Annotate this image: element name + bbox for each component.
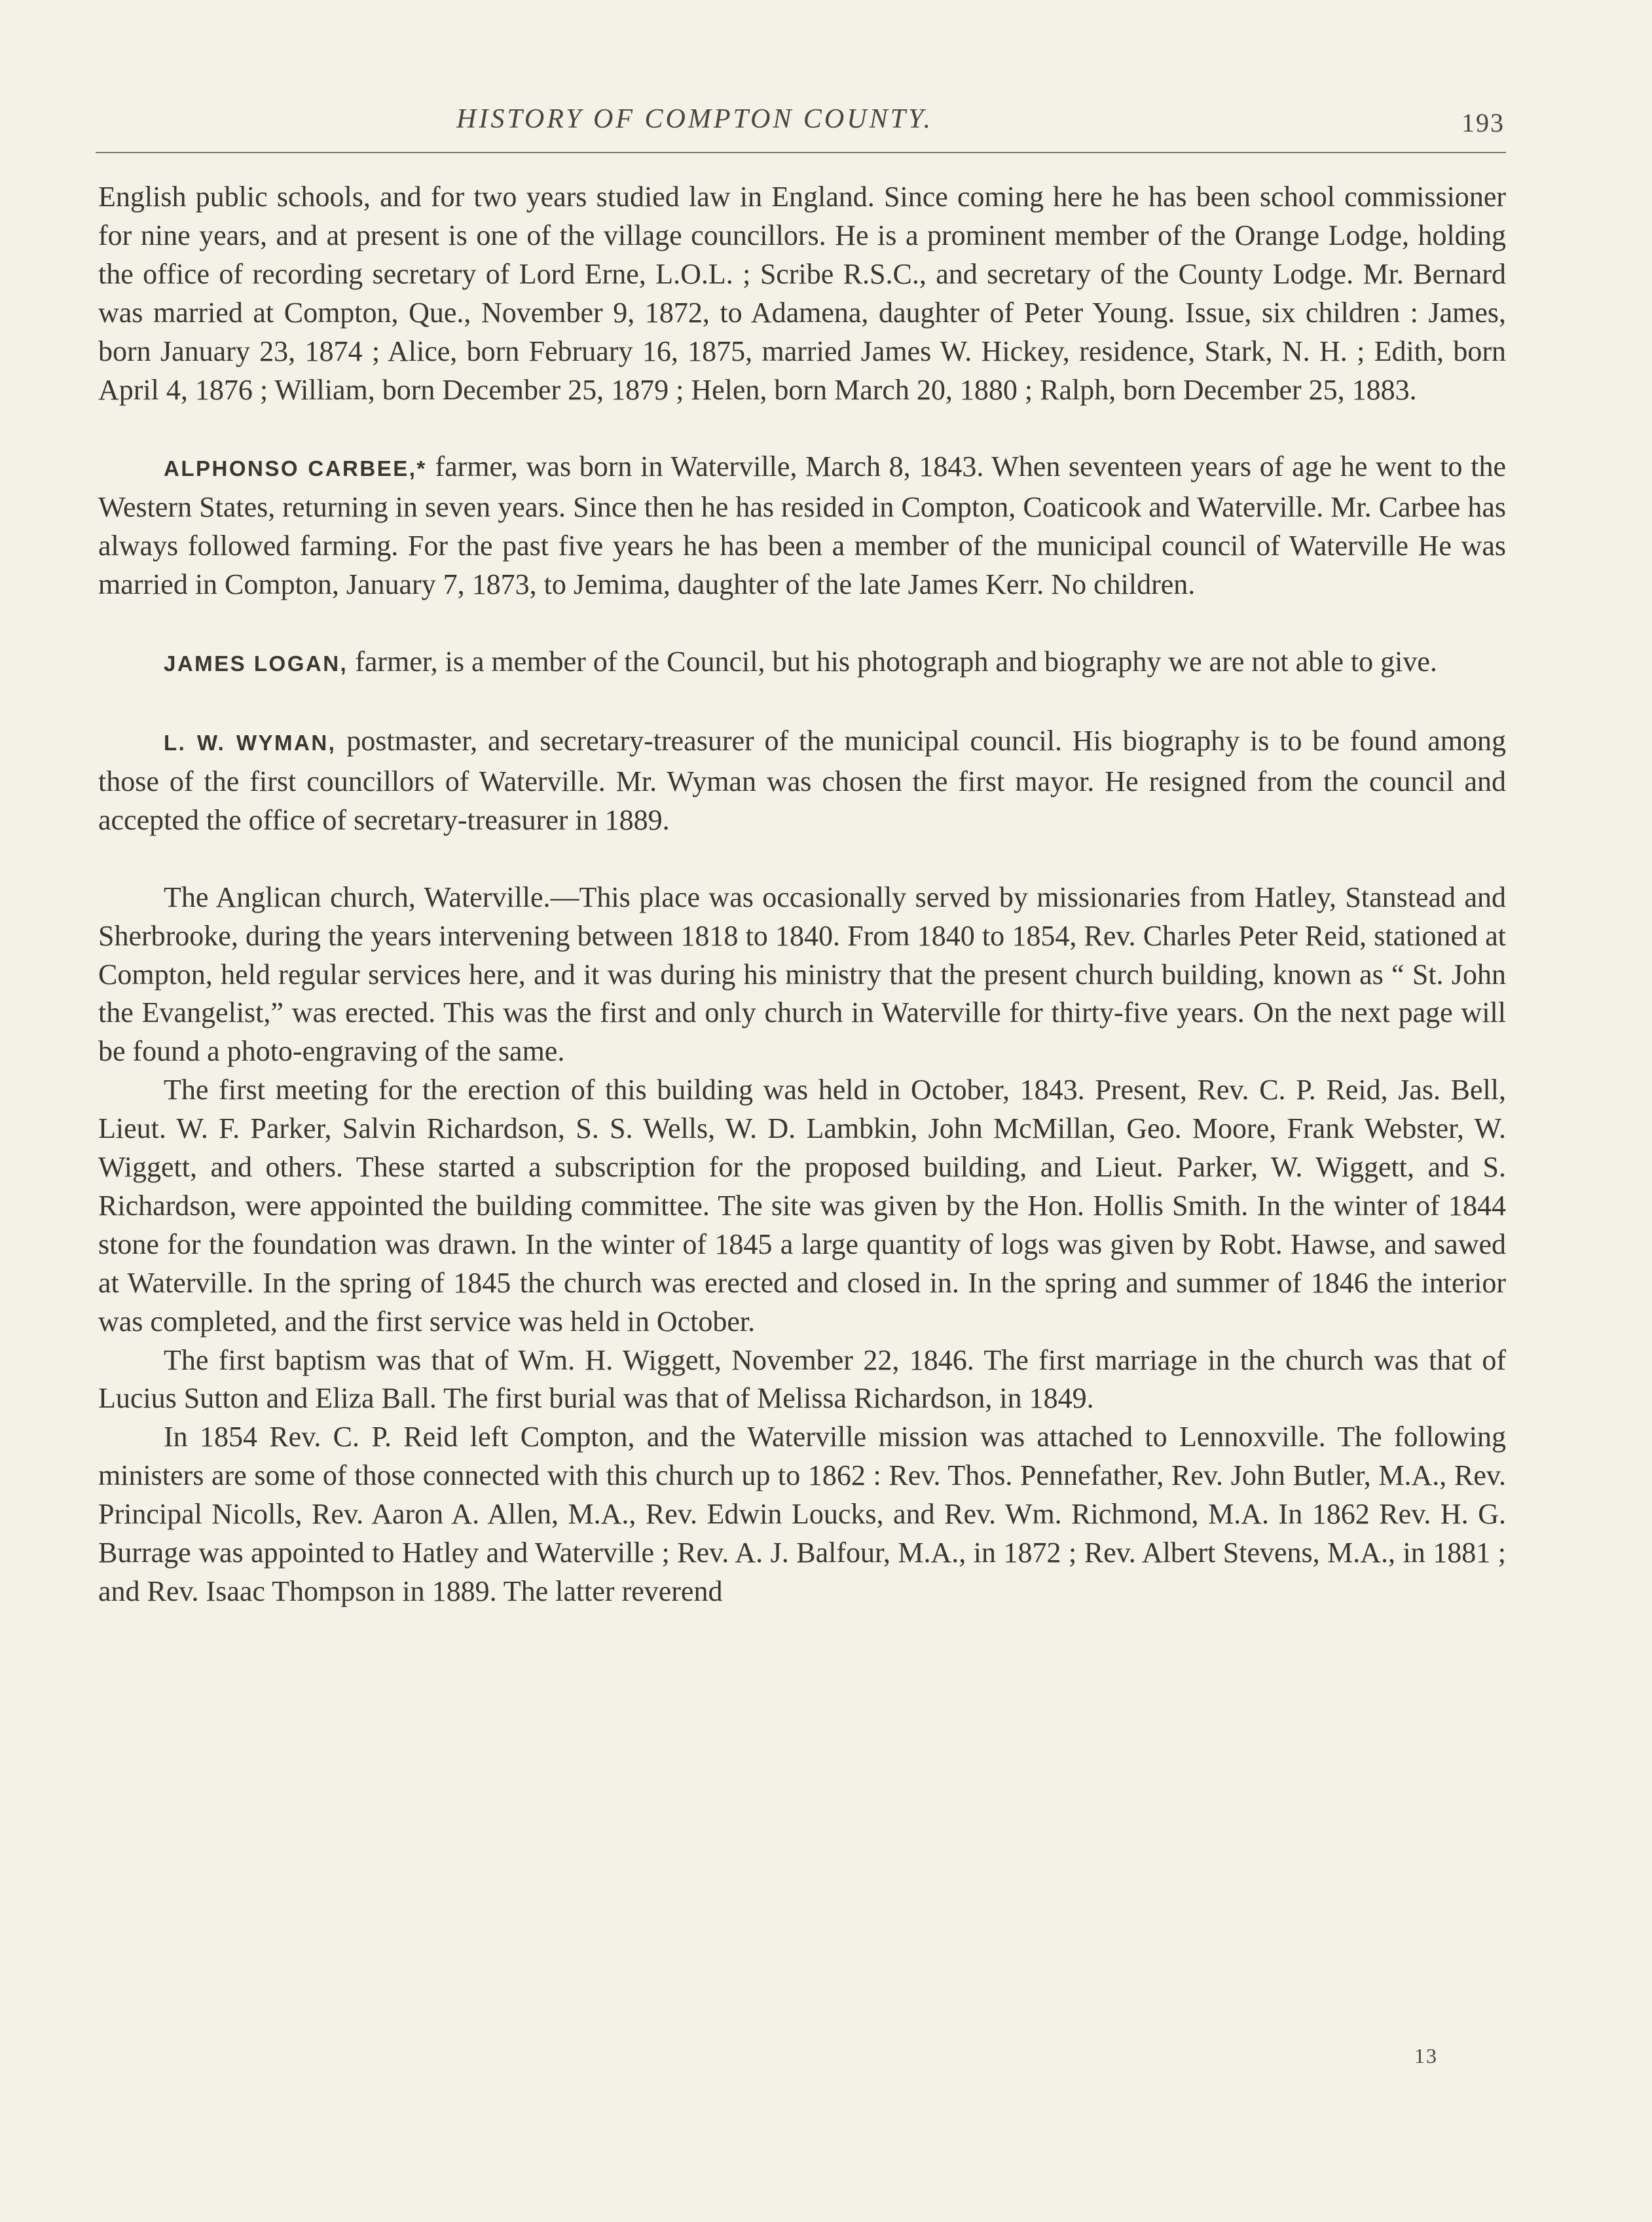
paragraph-text: farmer, is a member of the Council, but his photograph and biography we are not able to give.: [348, 646, 1437, 678]
paragraph-text: The Anglican church, Waterville.—This place was occasionally served by missionaries from Hatley, Stanstead and Sherbrooke, during the years intervening between 1818 to 1840. From 1840 to 1854, Rev. Charles Peter Reid, stationed at Compton, held regular services here, and it was during his ministry that the present church building, known as “ St. John the Evangelist,” was erected. This was the first and only church in Waterville for thirty-five years. On the next page will be found a photo-engraving of the same.: [98, 881, 1506, 1068]
paragraph-anglican-church: [98, 879, 1506, 1072]
paragraph-text: English public schools, and for two years studied law in England. Since coming here he has been school commissioner for nine years, and at present is one of the village councillors. He is a prominent member of the Orange Lodge, holding the office of recording secretary of Lord Erne, L.O.L. ; Scribe R.S.C., and secretary of the County Lodge. Mr. Bernard was married at Compton, Que., November 9, 1872, to Adamena, daughter of Peter Young. Issue, six children : James, born January 23, 1874 ; Alice, born February 16, 1875, married James W. Hickey, residence, Stark, N. H. ; Edith, born April 4, 1876 ; William, born December 25, 1879 ; Helen, born March 20, 1880 ; Ralph, born December 25, 1883.: [98, 181, 1506, 406]
biography-name: L. W. WYMAN,: [164, 730, 337, 755]
header-rule: [96, 152, 1506, 153]
paragraph-ministers: [98, 1418, 1506, 1611]
running-head: [96, 98, 1506, 151]
biography-name: JAMES LOGAN,: [164, 651, 348, 676]
signature-mark: 13: [1414, 2044, 1438, 2067]
paragraph-text: In 1854 Rev. C. P. Reid left Compton, and the Waterville mission was attached to Lennoxville. The following ministers are some of those connected with this church up to 1862 : Rev. Thos. Pennefather, Rev. John Butler, M.A., Rev. Principal Nicolls, Rev. Aaron A. Allen, M.A., Rev. Edwin Loucks, and Rev. Wm. Richmond, M.A. In 1862 Rev. H. G. Burrage was appointed to Hatley and Waterville ; Rev. A. J. Balfour, M.A., in 1872 ; Rev. Albert Stevens, M.A., in 1881 ; and Rev. Isaac Thompson in 1889. The latter reverend: [98, 1421, 1506, 1607]
paragraph-text: The first meeting for the erection of this building was held in October, 1843. Present, Rev. C. P. Reid, Jas. Bell, Lieut. W. F. Parker, Salvin Richardson, S. S. Wells, W. D. Lambkin, John McMillan, Geo. Moore, Frank Webster, W. Wiggett, and others. These started a subscription for the proposed building, and Lieut. Parker, W. Wiggett, and S. Richardson, were appointed the building committee. The site was given by the Hon. Hollis Smith. In the winter of 1844 stone for the foundation was drawn. In the winter of 1845 a large quantity of logs was given by Robt. Hawse, and sawed at Waterville. In the spring of 1845 the church was erected and closed in. In the spring and summer of 1846 the interior was completed, and the first service was held in October.: [98, 1074, 1506, 1338]
body-text: [98, 178, 1506, 1611]
paragraph-text: farmer, was born in Waterville, March 8, 1843. When seventeen years of age he went to the Western States, returning in seven years. Since then he has resided in Compton, Coaticook and Waterville. Mr. Carbee has always followed farming. For the past five years he has been a member of the municipal council of Waterville He was married in Compton, January 7, 1873, to Jemima, daughter of the late James Kerr. No children.: [98, 450, 1506, 601]
paragraph-carbee: [98, 448, 1506, 604]
page-number: 193: [1461, 108, 1505, 137]
paragraph-text: postmaster, and secretary-treasurer of the municipal council. His biography is to be found among those of the first councillors of Waterville. Mr. Wyman was chosen the first mayor. He resigned from the council and accepted the office of secretary-treasurer in 1889.: [98, 724, 1506, 836]
paragraph-text: The first baptism was that of Wm. H. Wiggett, November 22, 1846. The first marriage in the church was that of Lucius Sutton and Eliza Ball. The first burial was that of Melissa Richardson, in 1849.: [98, 1343, 1506, 1415]
running-title: HISTORY OF COMPTON COUNTY.: [456, 104, 933, 134]
paragraph-first-meeting: [98, 1071, 1506, 1341]
paragraph-first-baptism: [98, 1341, 1506, 1419]
paragraph-wyman: [98, 722, 1506, 840]
biography-name: ALPHONSO CARBEE,*: [164, 456, 427, 481]
paragraph-bernard-continued: [98, 178, 1506, 409]
paragraph-logan: [98, 643, 1506, 683]
